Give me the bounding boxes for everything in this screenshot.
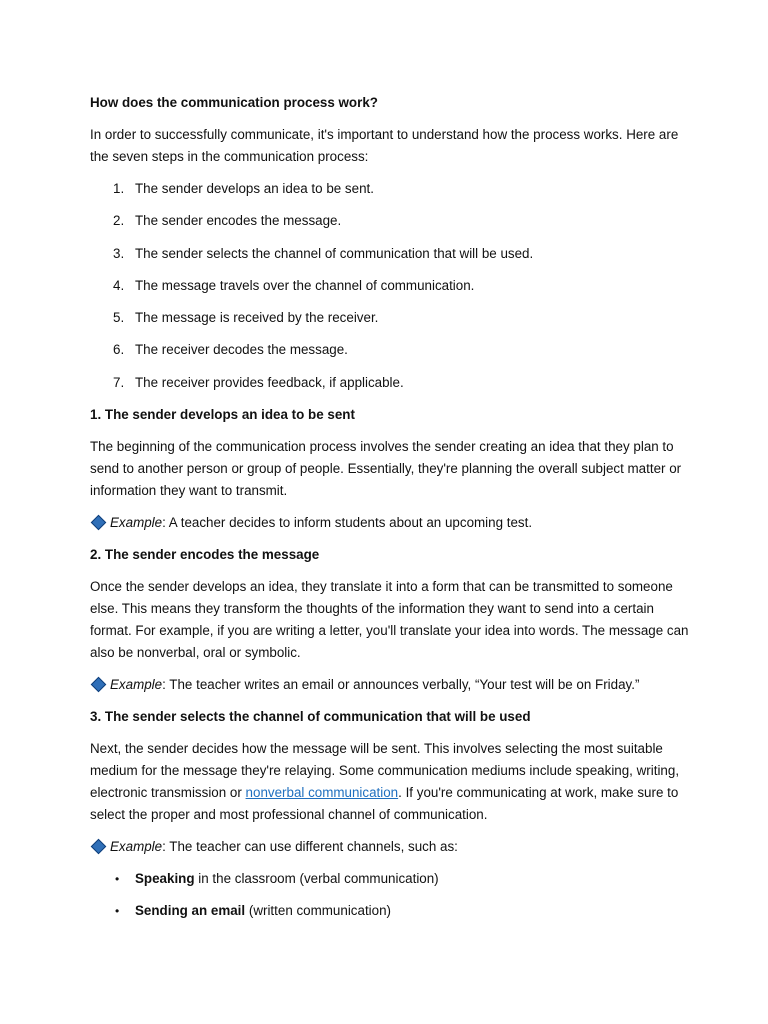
diamond-icon [90,512,110,534]
intro-paragraph: In order to successfully communicate, it's important to understand how the process works. Here are the seven steps in the communication process: [90,127,679,164]
list-number: 6. [113,342,125,358]
list-number: 4. [113,277,125,293]
section-3-body [90,738,690,826]
list-item [90,243,690,265]
list-item [90,307,690,329]
list-number: 1. [113,181,125,196]
section-2-body: Once the sender develops an idea, they translate it into a form that can be transmitted to someone else. This means they transform the thoughts of the information they want to send into a certain format. For example, if you are writing a letter, you'll translate your idea into words. The message can also be nonverbal, oral or symbolic. [90,578,689,660]
example-text: : The teacher can use different channels, such as: [162,838,458,854]
list-number: 3. [113,245,125,261]
section-2-heading: 2. The sender encodes the message [90,546,320,562]
term-rest: (written communication) [245,902,391,918]
list-item-text [135,900,391,922]
list-number: 7. [113,374,125,390]
bullet-icon: • [115,871,120,886]
list-item [90,372,690,394]
list-item-text: The receiver provides feedback, if applicable. [135,374,404,390]
list-item [90,178,690,200]
bold-term: Speaking [135,870,195,886]
example-text: : The teacher writes an email or announces verbally, “Your test will be on Friday.” [162,676,640,692]
section-3-heading: 3. The sender selects the channel of communication that will be used [90,708,531,724]
list-item [90,900,690,922]
body-text: . If you're communicating at work, make sure to select the proper and most professional channel of communication. [90,784,679,822]
list-item-text [135,868,439,890]
example-label: Example [110,838,163,854]
term-rest: in the classroom (verbal communication) [194,870,439,886]
list-item [90,339,690,361]
section-2-example [90,674,690,696]
bullet-icon: • [115,903,120,918]
list-number: 2. [113,213,125,229]
list-item-text: The sender selects the channel of communication that will be used. [135,245,534,261]
list-item [90,868,690,890]
list-item-text: The sender develops an idea to be sent. [135,181,374,196]
section-1-body: The beginning of the communication process involves the sender creating an idea that they plan to send to another person or group of people. Essentially, they're planning the overall subject matter or information they want to transmit. [90,438,682,498]
list-item-text: The message is received by the receiver. [135,310,379,326]
section-1-example [90,512,690,534]
body-text: Next, the sender decides how the message will be sent. This involves selecting the most suitable medium for the message they're relaying. Some communication mediums include speaking, writing, electronic transmission or [90,740,680,800]
section-3-example [90,836,690,858]
steps-list [90,178,690,394]
example-label: Example [110,676,163,692]
example-text: : A teacher decides to inform students about an upcoming test. [162,514,533,530]
list-item-text: The message travels over the channel of communication. [135,277,475,293]
bold-term: Sending an email [135,902,246,918]
section-1-heading: 1. The sender develops an idea to be sent [90,406,355,422]
channels-list [90,868,690,922]
list-item-text: The sender encodes the message. [135,213,342,229]
list-item-text: The receiver decodes the message. [135,342,348,358]
example-label: Example [110,514,163,530]
nonverbal-communication-link[interactable]: nonverbal communication [245,784,399,800]
document-content [90,92,690,932]
diamond-icon [90,674,110,696]
question-title: How does the communication process work? [90,95,378,110]
list-item [90,275,690,297]
list-number: 5. [113,310,125,326]
list-item [90,210,690,232]
diamond-icon [90,836,110,858]
